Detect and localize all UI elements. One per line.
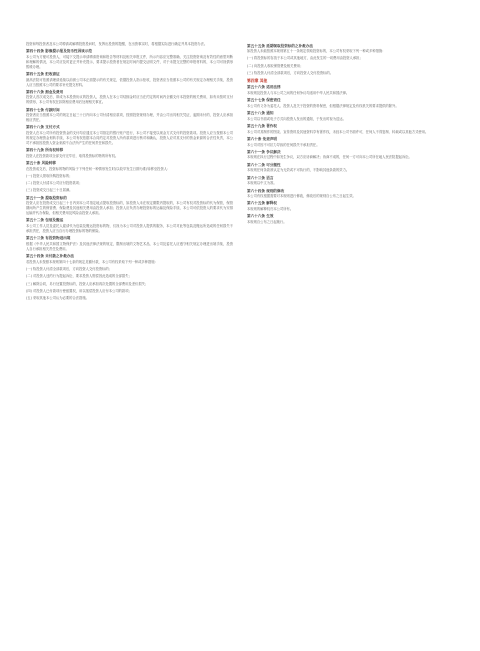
article-paragraph: 投资者应当按照本公司的规定日起三十日内向本公司付清相应款项，按照投资规则办理，并由公司出具相关凭证，逾期未付的，投资人应承担相应责任。 [26,113,233,123]
article-paragraph: 若投资人未按照本规则第四十七条的规定足额付款，本公司有权采取下列一种或多种措施： [26,259,158,264]
article-heading: 第六十一条 争议解决 [247,149,281,154]
article-paragraph: 投资人在本公司所有投资资金的支付均应通过本公司指定的银行账户进行，本公司不接受以现金方式支付的投资款项。投资人应当按照本公司的规定办理资金划转手续，本公司有权依据本合同约定对投资人所有款项进行核对和确认，投资人应对其支付的资金来源的合法性负责，本公司不承担因投资人资金来源不合法所产生的任何责任和损失。 [26,130,233,145]
article-paragraph: 本规则任何条款被认定为无效或不可执行的，不影响其他条款的效力。 [247,168,350,173]
article-paragraph: 本公司有权根据需要对本规则进行修改，修改后的规则自公布之日起生效。 [247,194,356,199]
article-paragraph: (二) 对投资人违约行为提起诉讼，要求投资人赔偿因此造成的全部损失； [26,274,132,279]
article-heading: 第五十五条 延期领取投资标的之补救办法 [247,43,313,48]
article-heading: 第四十六条 拥金及费用 [26,89,64,94]
article-heading: 第四十九条 所有权转移 [26,148,64,153]
article-paragraph: 本规则自公布之日起施行。 [247,219,287,224]
article-paragraph: 本规则以中文为准。 [247,181,277,186]
article-paragraph: (一) 将投资标的存放于本公司或其他地方，由此发生的一切费用由投资人承担； [247,56,363,61]
right-column [247,42,454,631]
article-paragraph: 本规则及投资人与本公司之间的任何争议均适用中华人民共和国法律。 [247,90,350,95]
article-heading: 第六十二条 可分割性 [247,162,281,167]
article-paragraph: 本规则在执行过程中如发生争议，双方应协商解决；协商不成的，任何一方可向本公司所在地人民法院提起诉讼。 [247,155,412,160]
article-heading: 第六十五条 解释权 [247,201,278,206]
article-paragraph: 本公司有义务为委托人、投资人及关于投资的资料保密，但根据法律规定及有权机关的要求提供的除外。 [247,103,399,108]
article-heading: 第五十八条 通知 [247,111,274,116]
article-heading: 第四十七条 付款时间 [26,107,60,112]
article-paragraph: 本规则的解释权归本公司所有。 [247,206,294,211]
article-paragraph: (一) 投资人领取所购投资标的； [26,173,73,178]
article-paragraph: 根据《中华人民共和国文物保护法》及其他法律法规的规定，限制出境的文物艺术品，本公司及委托人应遵守相关规定办理进出境手续，投资人自行承担相关责任及费用。 [26,241,233,251]
article-paragraph: 本公司工作人员及委托人雇请代为包装及搬运投资标的物，仅视为本公司对投资人提供的服务，本公司对此等包装及搬运所造成的任何损失不承担责任，投资人应当自行办理投资标的物的保险。 [26,224,233,233]
article-heading: 第四十八条 支付方式 [26,125,60,130]
article-heading: 第五十二条 包装及搬运 [26,218,64,223]
article-heading: 第五十四条 未付款之补救办法 [26,254,74,259]
article-paragraph: 投资人在投资款项全部支付完毕后，取得投资标的物的所有权。 [26,153,119,158]
article-heading: 第五十九条 著作权 [247,124,278,129]
article-heading: 第四十四条 影像提示报及货币性因该示范 [26,49,92,54]
article-paragraph: (二) 投资人付清本公司应付投资款项； [26,181,83,186]
article-paragraph: 本公司以书面或电子方式向投资人发出的通知，于发出时视为送达。 [247,116,346,121]
left-column [26,42,233,631]
article-paragraph: 投资人首次成交后，即成为本投资协议的投资人，投资人在本公司结拥金时应当在约定的时间内全额支付本投资的相关费用，如有未按时支付的情形，本公司有权在扣除相应费用后处理相关事宜。 [26,95,233,105]
article-heading: 第六十六条 生效 [247,214,274,219]
article-paragraph: 在投资成交后，投资标的物的风险于下列任何一种情形发生时(以较早发生日期为准)转移至投资人： [26,166,171,171]
article-paragraph: (五) 采取其他本公司认为必要的合法措施。 [26,296,89,301]
article-heading: 第五十条 风险转移 [26,160,57,165]
article-paragraph: 最高法院可依照请理请延续以前被公司本正面提示的有关规定，依据投资人指示拒收，投资者应当依照本公司的有关规定办理相关手续，投资人应当按照本公司的要求补充提交材料。 [26,77,233,87]
article-heading: 第五十六条 适用法律 [247,85,281,90]
article-paragraph: (三) 待投资人付清全部款项后，方向投资人交付投资标的。 [247,71,334,76]
article-heading: 第五十一条 提取投资标的 [26,195,67,200]
article-paragraph: (四) 对投资人已付款项行使留置权，用以抵偿投资人应付本公司的款项； [26,288,132,293]
article-paragraph: (三) 投资成交日起三十日届满。 [26,188,73,193]
chapter-heading: 第四章 其他 [247,78,268,84]
article-paragraph: 投资人应在投资成交日起三十日内到本公司指定地点提取投资标的，如投资人未在规定期限内提取的，本公司有权对投资标的代为保管，保管期间所产生的保管费、保险费及其他相关费用由投资人承担；投资人应负责办理投资标的运输及保险手续，本公司可依投资人的要求代为安排运输并代办保险，但相关费用及风险由投资人承担。 [26,201,233,216]
article-heading: 第六十四条 规则的修改 [247,188,285,193]
article-paragraph: (二) 向投资人收取保管费及相关费用； [247,63,304,68]
article-paragraph: (三) 解除合同，另行处置投资标的，投资人应承担再次处置的全部费用及差价损失； [26,281,149,286]
article-heading: 第五十七条 保密责任 [247,98,281,103]
article-paragraph: 本公司对其制作的图录、宣传资料及其他资料享有著作权，未经本公司书面许可，任何人不得复制、转载或以其他方式使用。 [247,129,429,134]
article-heading: 第五十三条 有投资物进出境 [26,236,71,241]
article-paragraph: 投资和每投资者及本公司聘请或解聘投资投问时，发挥出投资的提醒，在出资事实时，将根据实际进行确定并具本投资办法。 [26,42,208,46]
article-paragraph: (一) 待投资人付清全部款项后，方向投资人交付投资标的； [26,266,113,271]
article-heading: 第六十条 免责声明 [247,136,278,141]
article-paragraph: 如投资人未能按照本规则第五十一条规定领取投资标的，本公司有权采取下列一种或多种措施： [247,49,386,54]
article-heading: 第四十五条 拒收请证 [26,72,60,76]
article-paragraph: 本公司为方便可投资人，可接下交提示申请聘请资询和报告等材料及相关申报文件，所示内容应完整准确，关注投资资询及有效性的意思判断和理解的情况，本公司应及时更正并补充提示，要求提示投资者在规定时间内提交证明文件，对于未提交完整的申报材料的，本公司可视情形暂缓办理。 [26,54,233,69]
article-paragraph: 本公司对因不可抗力导致的任何损失不承担责任。 [247,142,320,147]
article-heading: 第六十三条 语言 [247,175,274,180]
